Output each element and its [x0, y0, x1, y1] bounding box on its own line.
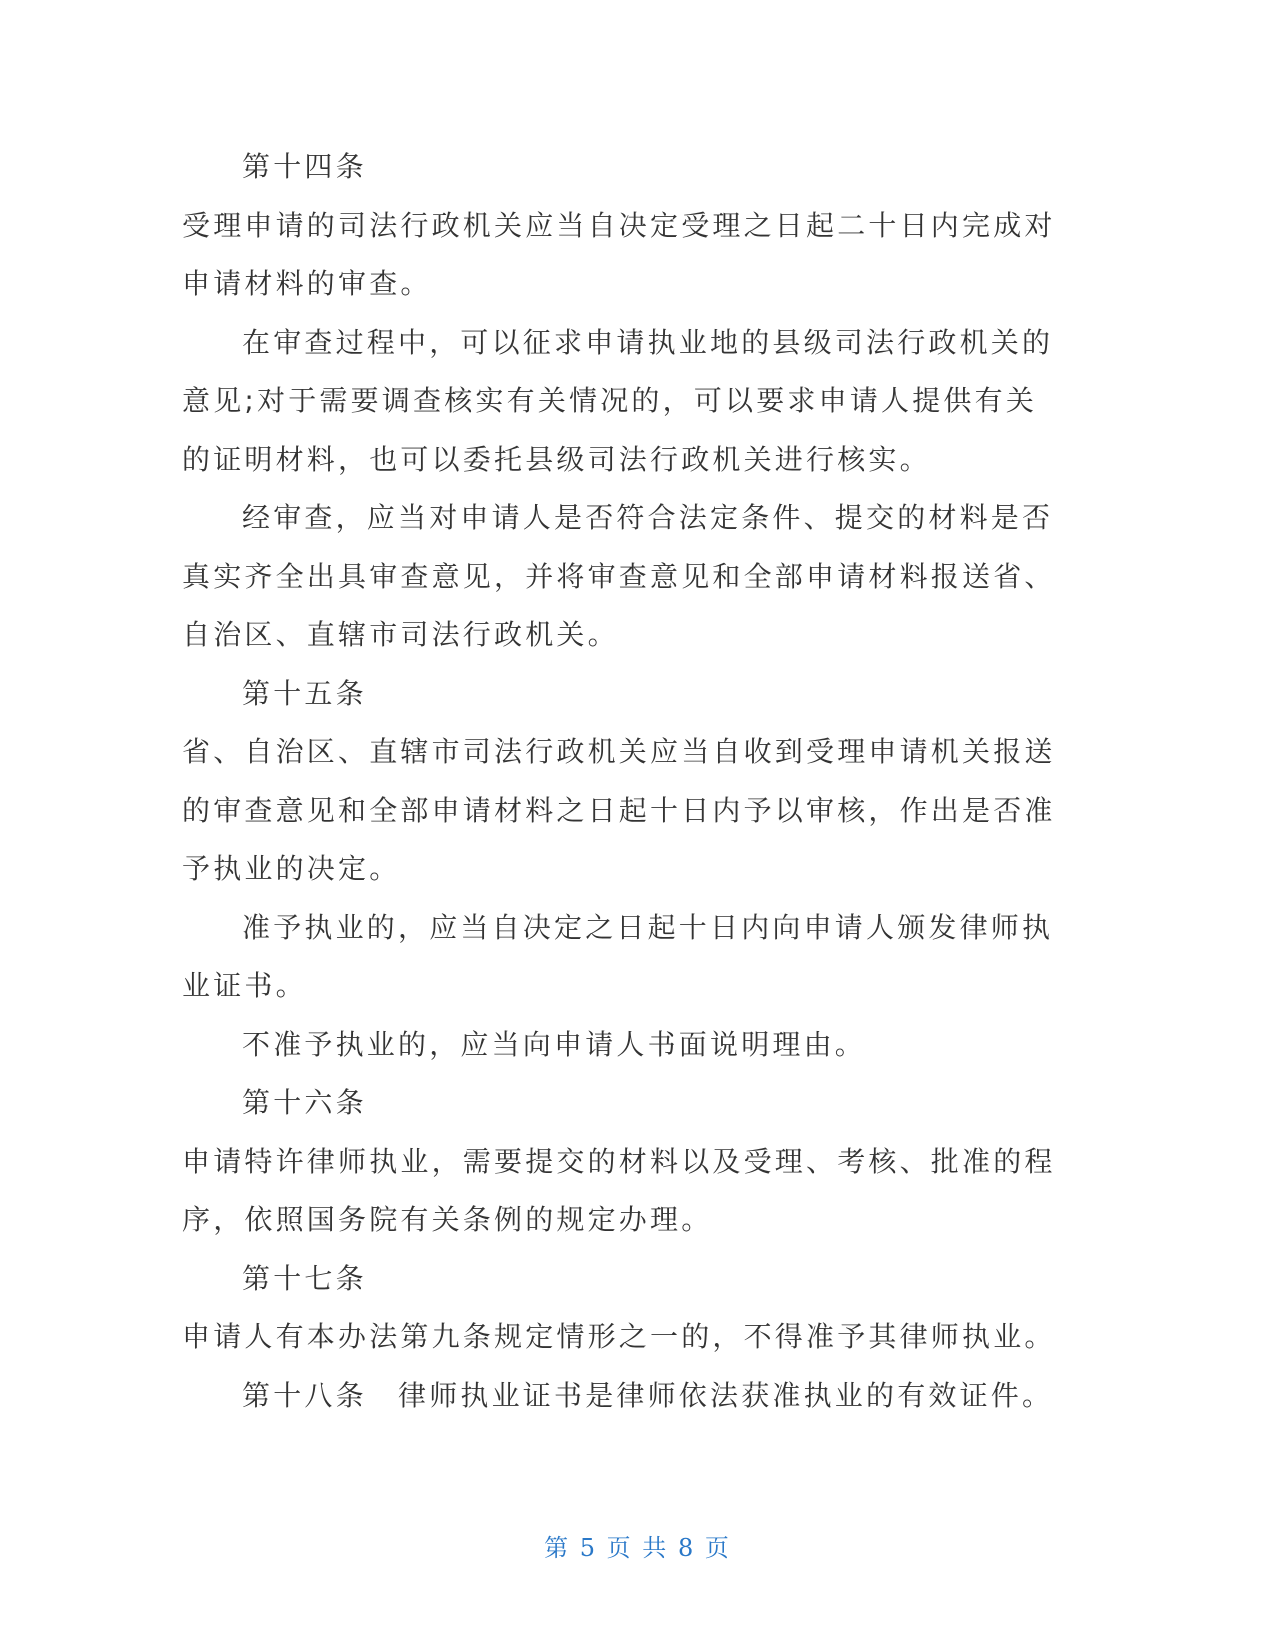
page-footer [0, 1528, 1275, 1563]
article-17-paragraph-1: 申请人有本办法第九条规定情形之一的，不得准予其律师执业。 [182, 1320, 1056, 1353]
article-18-paragraph: 第十八条 律师执业证书是律师依法获准执业的有效证件。 [242, 1378, 1054, 1412]
article-14-paragraph-3: 经审查，应当对申请人是否符合法定条件、提交的材料是否真实齐全出具审查意见，并将审查意见和全部申请材料报送省、自治区、直辖市司法行政机关。 [182, 501, 1056, 651]
article-14-paragraph-1: 受理申请的司法行政机关应当自决定受理之日起二十日内完成对申请材料的审查。 [182, 208, 1056, 300]
article-15-paragraph-3: 不准予执业的，应当向申请人书面说明理由。 [242, 1027, 867, 1061]
article-14-heading: 第十四条 [242, 150, 367, 183]
article-15-heading: 第十五条 [242, 676, 367, 710]
article-15-paragraph-2: 准予执业的，应当自决定之日起十日内向申请人颁发律师执业证书。 [182, 910, 1054, 1002]
document-body [182, 138, 1062, 1425]
article-15-paragraph-1: 省、自治区、直辖市司法行政机关应当自收到受理申请机关报送的审查意见和全部申请材料之日起十日内予以审核，作出是否准予执业的决定。 [182, 735, 1056, 885]
article-16-heading: 第十六条 [242, 1086, 367, 1119]
page-number: 第 5 页 共 8 页 [544, 1534, 731, 1562]
article-17-heading: 第十七条 [242, 1261, 367, 1295]
article-14-paragraph-2: 在审查过程中，可以征求申请执业地的县级司法行政机关的意见;对于需要调查核实有关情况的，可以要求申请人提供有关的证明材料，也可以委托县级司法行政机关进行核实。 [182, 325, 1054, 476]
article-16-paragraph-1: 申请特许律师执业，需要提交的材料以及受理、考核、批准的程序，依照国务院有关条例的规定办理。 [182, 1144, 1056, 1236]
